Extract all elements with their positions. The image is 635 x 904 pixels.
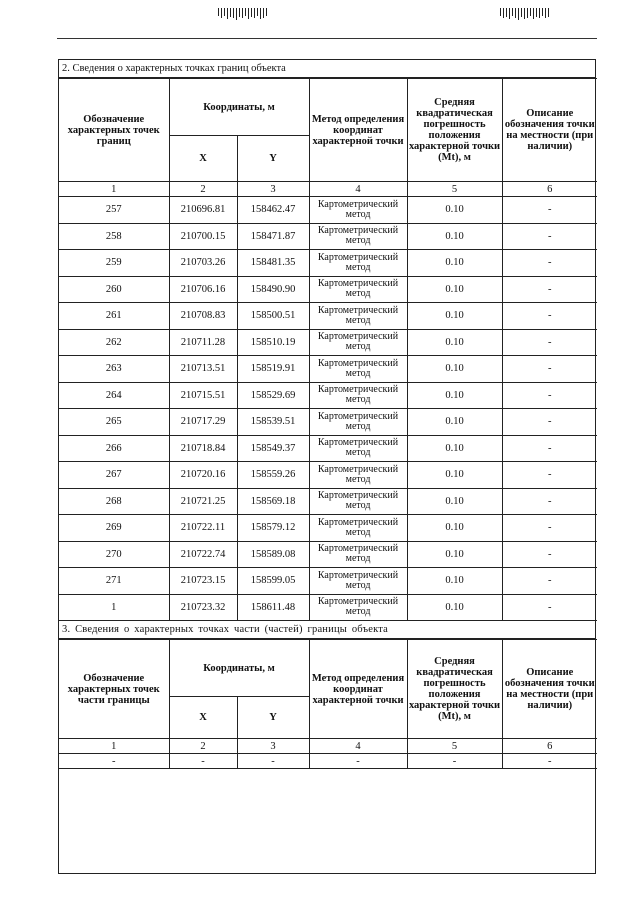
- description-cell: -: [502, 250, 597, 277]
- x-cell: 210723.15: [169, 568, 237, 595]
- y-cell: 158490.90: [237, 276, 309, 303]
- table-row: [59, 276, 597, 303]
- method-cell: Картометрический метод: [309, 515, 407, 542]
- x-cell: 210718.84: [169, 435, 237, 462]
- section2-table: [59, 78, 597, 621]
- point-cell: 1: [59, 594, 169, 621]
- x-cell: 210721.25: [169, 488, 237, 515]
- x-cell: 210713.51: [169, 356, 237, 383]
- x-cell: 210703.26: [169, 250, 237, 277]
- method-cell: Картометрический метод: [309, 382, 407, 409]
- header-designation: Обозначение характерных точек части границы: [59, 640, 169, 739]
- x-cell: 210696.81: [169, 197, 237, 224]
- table-row: [59, 197, 597, 224]
- col-number: 5: [407, 739, 502, 754]
- document-frame: [58, 59, 596, 874]
- accuracy-cell: 0.10: [407, 223, 502, 250]
- accuracy-cell: 0.10: [407, 435, 502, 462]
- header-description: Описание обозначения точки на местности (при наличии): [502, 640, 597, 739]
- x-cell: 210722.11: [169, 515, 237, 542]
- y-cell: 158500.51: [237, 303, 309, 330]
- y-cell: 158589.08: [237, 541, 309, 568]
- header-accuracy: Средняя квадратическая погрешность положения характерной точки (Mt), м: [407, 79, 502, 182]
- table-row: [59, 488, 597, 515]
- accuracy-cell: 0.10: [407, 382, 502, 409]
- description-cell: -: [502, 594, 597, 621]
- description-cell: -: [502, 488, 597, 515]
- col-number: 4: [309, 739, 407, 754]
- table-row: [59, 568, 597, 595]
- method-cell: Картометрический метод: [309, 303, 407, 330]
- method-cell: Картометрический метод: [309, 250, 407, 277]
- table-row: [59, 303, 597, 330]
- table-row: [59, 409, 597, 436]
- accuracy-cell: 0.10: [407, 329, 502, 356]
- method-cell: Картометрический метод: [309, 223, 407, 250]
- col-number: 2: [169, 739, 237, 754]
- header-accuracy: Средняя квадратическая погрешность положения характерной точки (Mt), м: [407, 640, 502, 739]
- x-cell: 210700.15: [169, 223, 237, 250]
- accuracy-cell: 0.10: [407, 303, 502, 330]
- description-cell: -: [502, 303, 597, 330]
- col-number: 1: [59, 739, 169, 754]
- accuracy-cell: 0.10: [407, 568, 502, 595]
- col-number: 2: [169, 182, 237, 197]
- description-cell: -: [502, 356, 597, 383]
- method-cell: Картометрический метод: [309, 594, 407, 621]
- empty-cell: -: [237, 754, 309, 769]
- method-cell: Картометрический метод: [309, 568, 407, 595]
- point-cell: 265: [59, 409, 169, 436]
- point-cell: 262: [59, 329, 169, 356]
- accuracy-cell: 0.10: [407, 462, 502, 489]
- point-cell: 258: [59, 223, 169, 250]
- point-cell: 267: [59, 462, 169, 489]
- header-method: Метод определения координат характерной точки: [309, 79, 407, 182]
- barcode-right: [500, 8, 549, 20]
- y-cell: 158599.05: [237, 568, 309, 595]
- col-number: 3: [237, 739, 309, 754]
- table-row: [59, 594, 597, 621]
- y-cell: 158462.47: [237, 197, 309, 224]
- point-cell: 269: [59, 515, 169, 542]
- method-cell: Картометрический метод: [309, 356, 407, 383]
- method-cell: Картометрический метод: [309, 276, 407, 303]
- y-cell: 158519.91: [237, 356, 309, 383]
- empty-cell: -: [169, 754, 237, 769]
- x-cell: 210720.16: [169, 462, 237, 489]
- point-cell: 271: [59, 568, 169, 595]
- header-designation: Обозначение характерных точек границ: [59, 79, 169, 182]
- col-number: 4: [309, 182, 407, 197]
- point-cell: 266: [59, 435, 169, 462]
- accuracy-cell: 0.10: [407, 356, 502, 383]
- x-cell: 210706.16: [169, 276, 237, 303]
- accuracy-cell: 0.10: [407, 488, 502, 515]
- method-cell: Картометрический метод: [309, 197, 407, 224]
- section2-title: 2. Сведения о характерных точках границ объекта: [59, 60, 595, 78]
- x-cell: 210715.51: [169, 382, 237, 409]
- section3-title: 3. Сведения о характерных точках части (частей) границы объекта: [59, 621, 595, 639]
- table-row: [59, 356, 597, 383]
- col-number: 6: [502, 739, 597, 754]
- y-cell: 158539.51: [237, 409, 309, 436]
- top-rule: [57, 38, 597, 39]
- point-cell: 270: [59, 541, 169, 568]
- method-cell: Картометрический метод: [309, 435, 407, 462]
- table-row: [59, 250, 597, 277]
- point-cell: 260: [59, 276, 169, 303]
- empty-cell: -: [502, 754, 597, 769]
- y-cell: 158510.19: [237, 329, 309, 356]
- description-cell: -: [502, 382, 597, 409]
- table-row: [59, 329, 597, 356]
- x-cell: 210717.29: [169, 409, 237, 436]
- header-y: Y: [237, 136, 309, 182]
- header-description: Описание обозначения точки на местности (при наличии): [502, 79, 597, 182]
- col-number: 1: [59, 182, 169, 197]
- method-cell: Картометрический метод: [309, 488, 407, 515]
- description-cell: -: [502, 462, 597, 489]
- table-row: [59, 541, 597, 568]
- point-cell: 263: [59, 356, 169, 383]
- y-cell: 158471.87: [237, 223, 309, 250]
- accuracy-cell: 0.10: [407, 515, 502, 542]
- x-cell: 210711.28: [169, 329, 237, 356]
- point-cell: 259: [59, 250, 169, 277]
- header-coordinates: Координаты, м: [169, 79, 309, 136]
- accuracy-cell: 0.10: [407, 594, 502, 621]
- method-cell: Картометрический метод: [309, 329, 407, 356]
- table-row: [59, 382, 597, 409]
- accuracy-cell: 0.10: [407, 409, 502, 436]
- description-cell: -: [502, 223, 597, 250]
- header-y: Y: [237, 697, 309, 739]
- barcode-left: [218, 8, 267, 20]
- accuracy-cell: 0.10: [407, 541, 502, 568]
- col-number: 5: [407, 182, 502, 197]
- description-cell: -: [502, 435, 597, 462]
- y-cell: 158529.69: [237, 382, 309, 409]
- accuracy-cell: 0.10: [407, 276, 502, 303]
- description-cell: -: [502, 568, 597, 595]
- point-cell: 261: [59, 303, 169, 330]
- empty-cell: -: [309, 754, 407, 769]
- y-cell: 158579.12: [237, 515, 309, 542]
- section3-table: [59, 639, 597, 769]
- point-cell: 257: [59, 197, 169, 224]
- y-cell: 158481.35: [237, 250, 309, 277]
- description-cell: -: [502, 276, 597, 303]
- header-x: X: [169, 136, 237, 182]
- description-cell: -: [502, 197, 597, 224]
- point-cell: 268: [59, 488, 169, 515]
- description-cell: -: [502, 541, 597, 568]
- empty-cell: -: [59, 754, 169, 769]
- header-method: Метод определения координат характерной точки: [309, 640, 407, 739]
- col-number: 3: [237, 182, 309, 197]
- table-row: [59, 462, 597, 489]
- table-row: [59, 754, 597, 769]
- header-x: X: [169, 697, 237, 739]
- y-cell: 158549.37: [237, 435, 309, 462]
- x-cell: 210723.32: [169, 594, 237, 621]
- method-cell: Картометрический метод: [309, 541, 407, 568]
- method-cell: Картометрический метод: [309, 409, 407, 436]
- point-cell: 264: [59, 382, 169, 409]
- accuracy-cell: 0.10: [407, 197, 502, 224]
- table-row: [59, 223, 597, 250]
- method-cell: Картометрический метод: [309, 462, 407, 489]
- y-cell: 158559.26: [237, 462, 309, 489]
- x-cell: 210722.74: [169, 541, 237, 568]
- header-coordinates: Координаты, м: [169, 640, 309, 697]
- col-number: 6: [502, 182, 597, 197]
- y-cell: 158569.18: [237, 488, 309, 515]
- table-row: [59, 515, 597, 542]
- description-cell: -: [502, 329, 597, 356]
- empty-cell: -: [407, 754, 502, 769]
- description-cell: -: [502, 515, 597, 542]
- accuracy-cell: 0.10: [407, 250, 502, 277]
- description-cell: -: [502, 409, 597, 436]
- x-cell: 210708.83: [169, 303, 237, 330]
- table-row: [59, 435, 597, 462]
- y-cell: 158611.48: [237, 594, 309, 621]
